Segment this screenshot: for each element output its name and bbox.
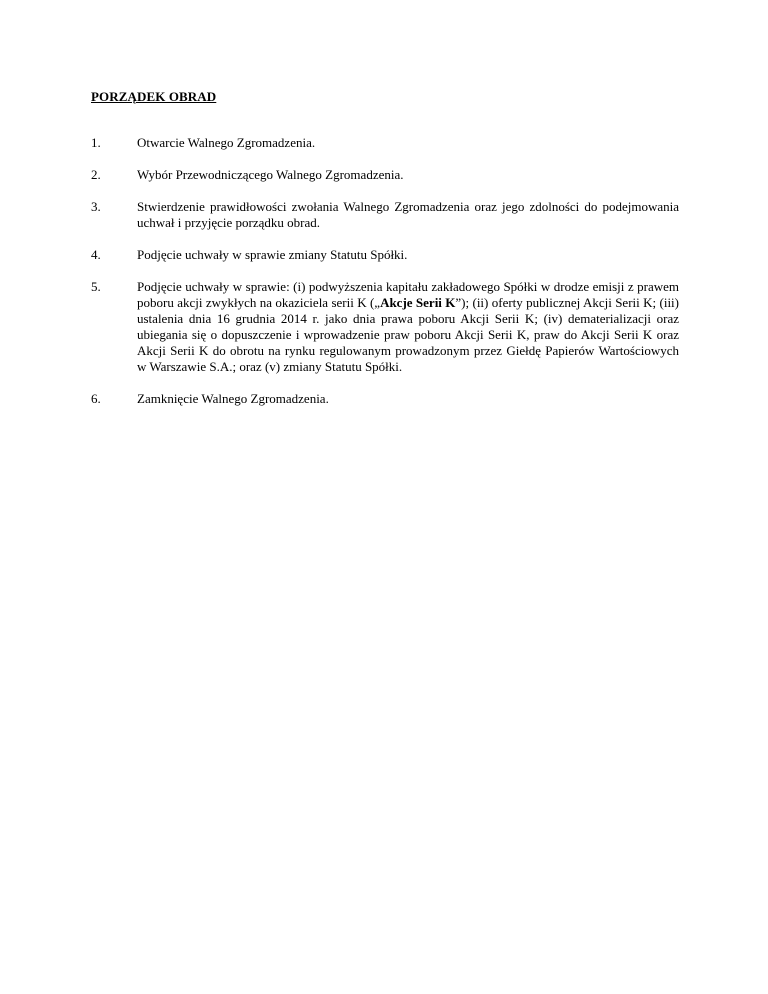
agenda-item-number: 6. <box>91 391 101 406</box>
agenda-item-text: Zamknięcie Walnego Zgromadzenia. <box>137 391 329 406</box>
agenda-item-number: 2. <box>91 167 101 182</box>
agenda-item-3 <box>91 199 679 231</box>
agenda-item-number: 1. <box>91 135 101 150</box>
agenda-item-text: Wybór Przewodniczącego Walnego Zgromadzenia. <box>137 167 404 182</box>
agenda-item-number: 4. <box>91 247 101 262</box>
agenda-item-number: 3. <box>91 199 101 214</box>
agenda-item-4 <box>91 247 679 263</box>
agenda-item-number: 5. <box>91 279 101 294</box>
agenda-item-text <box>137 279 679 375</box>
agenda-heading: PORZĄDEK OBRAD <box>91 89 217 104</box>
defined-term-bold: Akcje Serii K <box>380 295 456 310</box>
agenda-item-text: Otwarcie Walnego Zgromadzenia. <box>137 135 316 150</box>
agenda-item-text: Podjęcie uchwały w sprawie zmiany Statutu Spółki. <box>137 247 408 262</box>
agenda-item-text: Stwierdzenie prawidłowości zwołania Walnego Zgromadzenia oraz jego zdolności do podejmowania uchwał i przyjęcie porządku obrad. <box>137 199 679 230</box>
agenda-list <box>91 135 679 423</box>
agenda-item-5 <box>91 279 679 375</box>
agenda-item-text-after: ”); (ii) oferty publicznej Akcji Serii K; (iii) ustalenia dnia 16 grudnia 2014 r. jako dnia prawa poboru Akcji Serii K; (iv) dematerializacji oraz ubiegania się o dopuszczenie i wprowadzenie praw poboru Akcji Serii K, praw do Akcji Serii K oraz Akcji Serii K do obrotu na rynku regulowanym prowadzonym przez Giełdę Papierów Wartościowych w Warszawie S.A.; oraz (v) zmiany Statutu Spółki. <box>137 295 679 374</box>
agenda-item-text-before: Podjęcie uchwały w sprawie: (i) podwyższenia kapitału zakładowego Spółki w drodze emisji z prawem poboru akcji zwykłych na okaziciela serii K („ <box>137 279 679 310</box>
agenda-item-2 <box>91 167 679 183</box>
agenda-item-6 <box>91 391 679 407</box>
agenda-item-1 <box>91 135 679 151</box>
